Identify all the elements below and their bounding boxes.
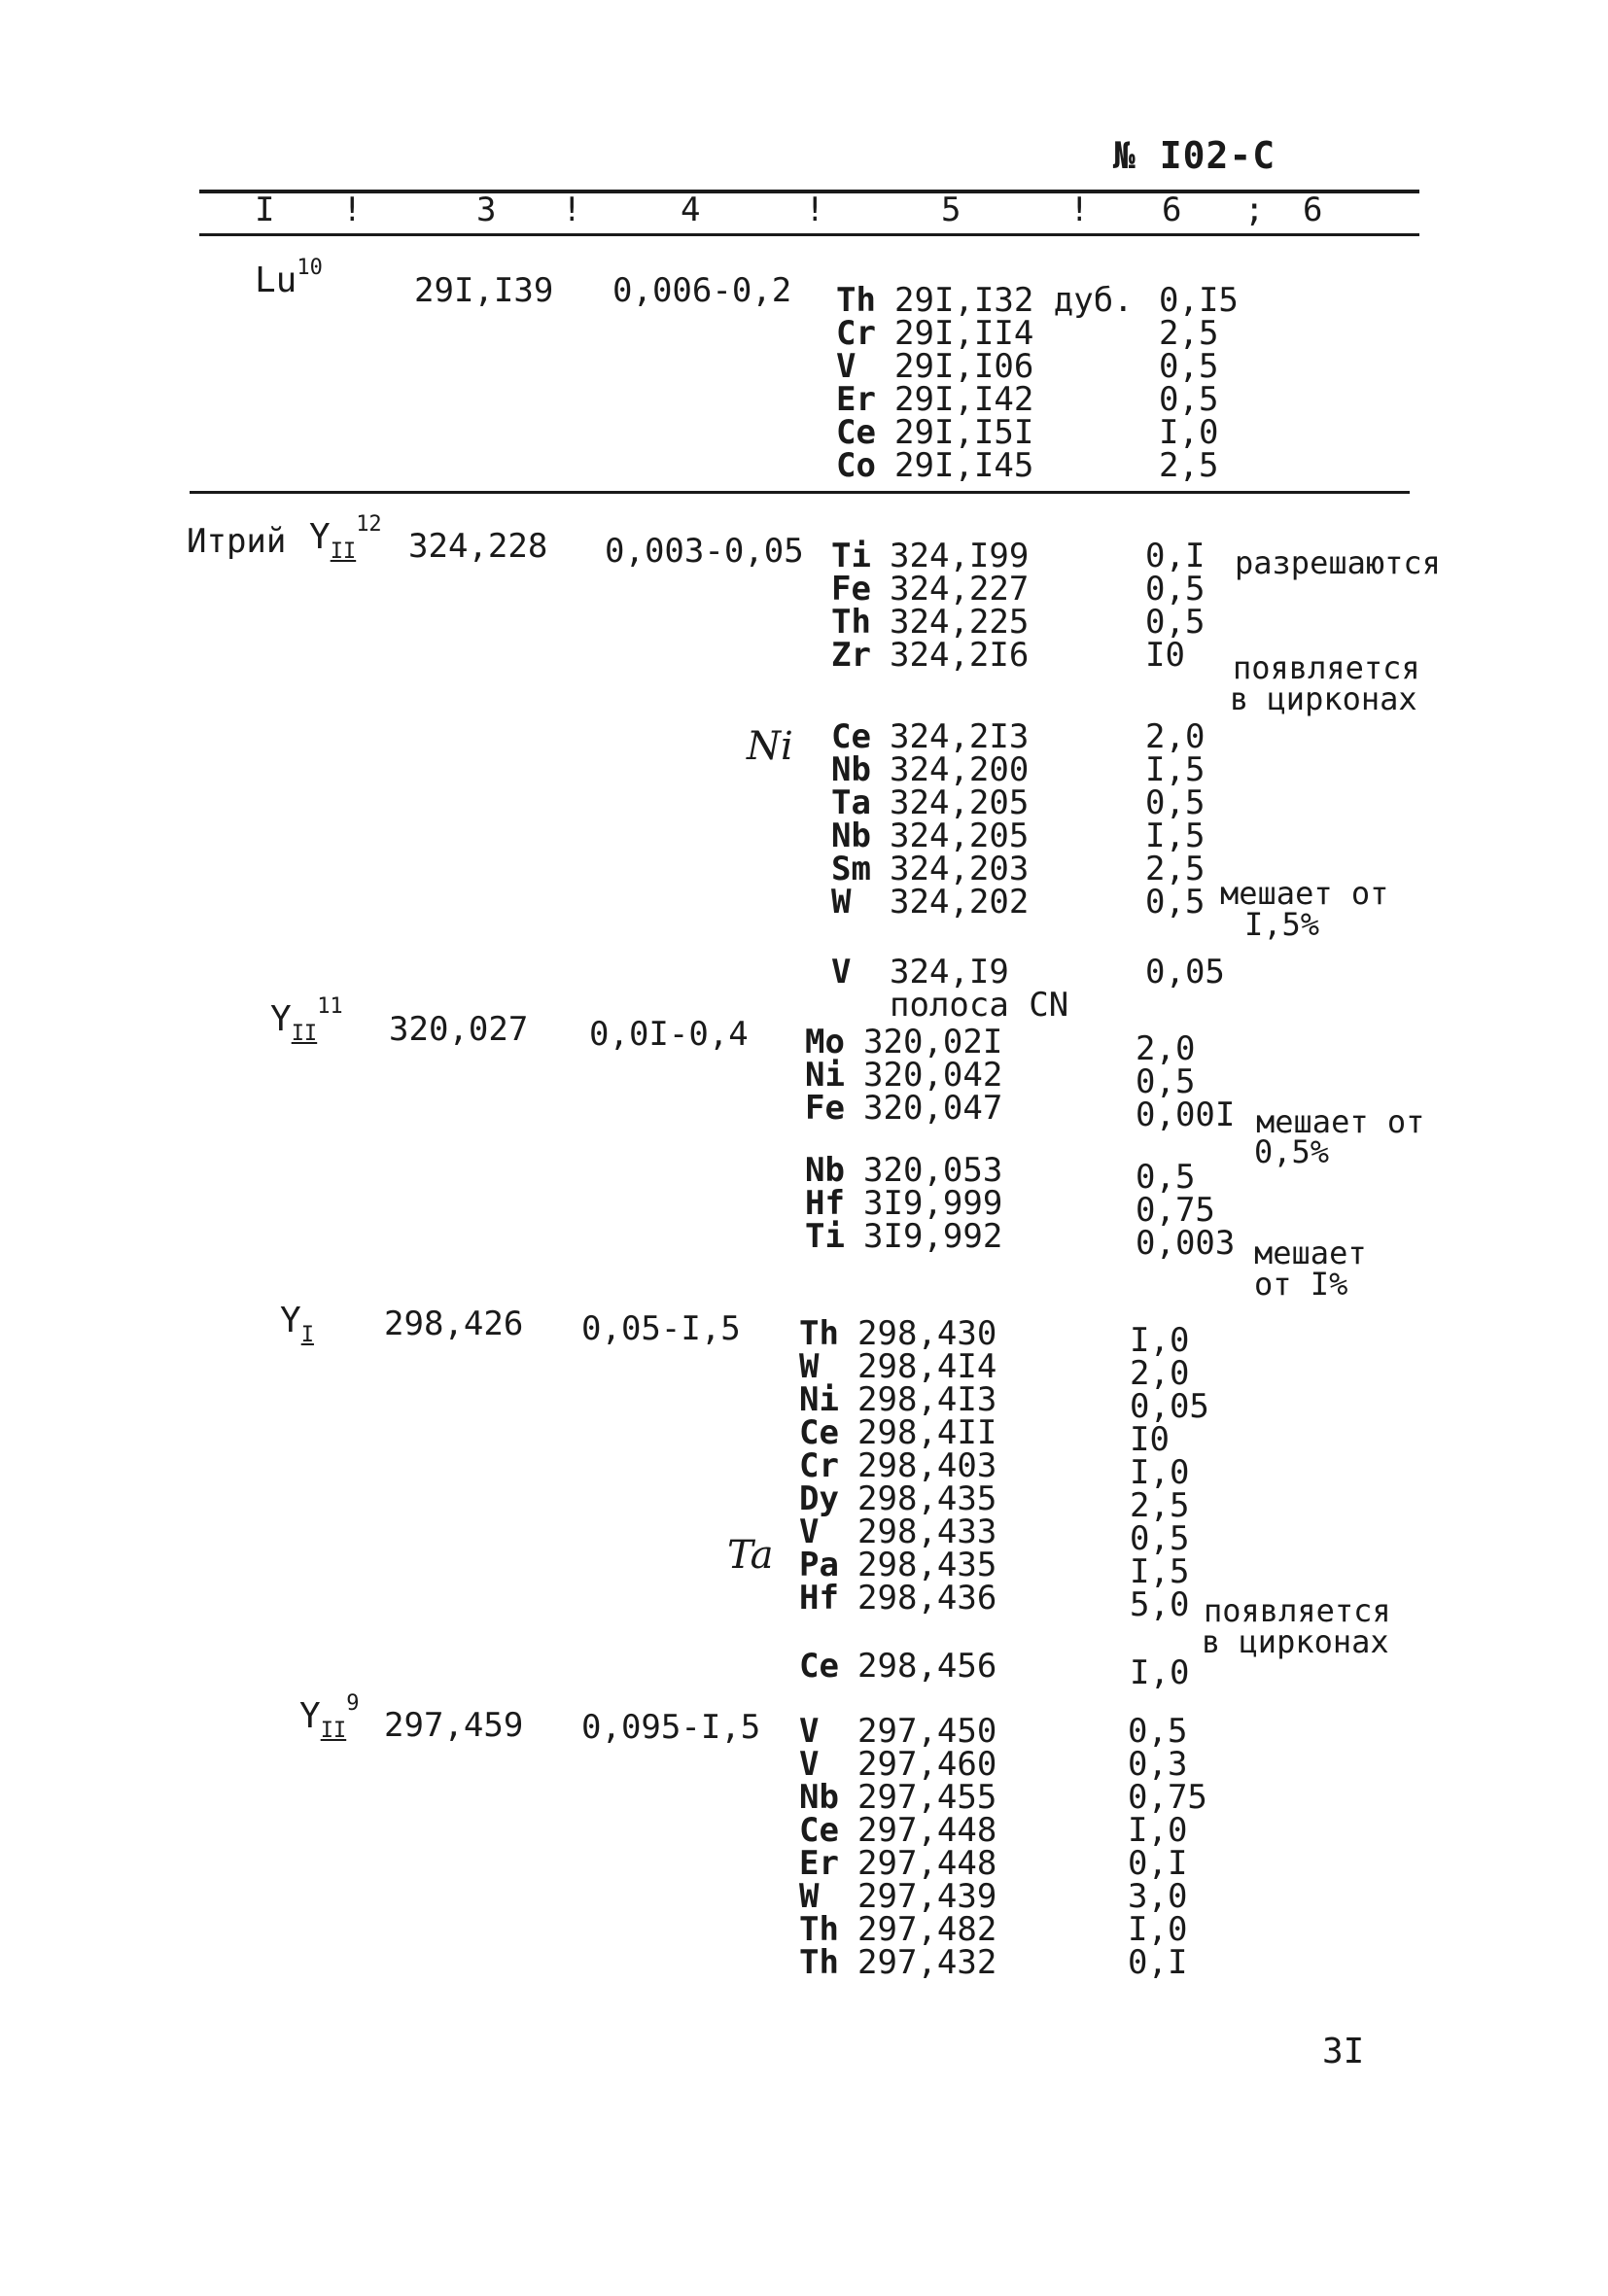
entry-element: Lu$^{10}$	[255, 256, 323, 300]
entry-element: $Y_{II}^9$	[299, 1691, 360, 1743]
list-item: Pa 298,435	[799, 1546, 997, 1584]
entry-wavelength: 298,426	[384, 1305, 524, 1343]
list-item: Nb 297,455	[799, 1778, 997, 1817]
page-number: 3I	[1322, 2032, 1365, 2071]
entry-element: $Y_{II}^{12}$	[309, 512, 382, 564]
list-item: Th 297,482	[799, 1910, 997, 1949]
entry-wavelength: 320,027	[389, 1010, 529, 1049]
intensity: 0,5	[1136, 1062, 1196, 1101]
list-item: W 298,4I4	[799, 1347, 997, 1386]
list-item: Cr 29I,II4	[836, 314, 1034, 353]
intensity: I,0	[1130, 1453, 1190, 1492]
entry-wavelength: 324,228	[408, 527, 548, 566]
note: появляется	[1204, 1592, 1391, 1629]
list-item: Ce 298,456	[799, 1647, 997, 1686]
note: I,5%	[1244, 906, 1320, 943]
list-item: Fe 324,227	[831, 570, 1030, 609]
note: от I%	[1254, 1266, 1348, 1303]
intensity: 0,5	[1145, 603, 1206, 642]
col-header-1: I	[255, 191, 275, 229]
intensity: I0	[1130, 1420, 1170, 1459]
note: разрешаются	[1235, 544, 1441, 581]
list-item: Ce 29I,I5I	[836, 413, 1034, 452]
intensity: 0,I	[1145, 537, 1206, 575]
intensity: 0,5	[1145, 570, 1206, 609]
list-item: Nb 324,200	[831, 750, 1030, 789]
interfering-lines	[799, 1314, 997, 1686]
col-header-6b: 6	[1303, 191, 1323, 229]
intensity-values	[1136, 1029, 1236, 1263]
list-item: Ce 298,4II	[799, 1413, 997, 1452]
list-item: V 297,460	[799, 1745, 997, 1784]
entry-range: 0,05-I,5	[581, 1309, 741, 1348]
interfering-lines	[799, 1712, 997, 1982]
list-item: Ni 320,042	[805, 1056, 1003, 1095]
handwritten-annotation: Ta	[727, 1533, 774, 1578]
intensity: I,0	[1130, 1653, 1190, 1692]
list-item: Mo 320,02I	[805, 1023, 1003, 1061]
entry-element: $Y_I$	[280, 1301, 314, 1347]
interfering-lines	[805, 1023, 1003, 1256]
intensity: 0,05	[1130, 1387, 1209, 1426]
entry-range: 0,003-0,05	[605, 532, 804, 571]
note: в цирконах	[1230, 680, 1417, 717]
list-item: Th 29I,I32 дуб.	[836, 281, 1134, 320]
list-item: Er 297,448	[799, 1844, 997, 1883]
list-item: Th 324,225	[831, 603, 1030, 642]
document-number: № I02-C	[1113, 134, 1276, 177]
list-item: Nb 324,205	[831, 817, 1030, 855]
col-sep: !	[805, 191, 825, 229]
intensity: 0,I	[1128, 1943, 1188, 1982]
intensity: 0,75	[1128, 1778, 1207, 1817]
intensity: 2,0	[1130, 1354, 1190, 1393]
intensity: 2,5	[1130, 1486, 1190, 1525]
entry-range: 0,0I-0,4	[589, 1015, 749, 1054]
list-item: Ti 3I9,992	[805, 1217, 1003, 1256]
intensity: I0	[1145, 636, 1185, 675]
list-item: Ce 297,448	[799, 1811, 997, 1850]
col-header-4: 4	[681, 191, 701, 229]
intensity: 0,5	[1145, 883, 1206, 922]
col-sep: !	[1069, 191, 1090, 229]
intensity: 0,5	[1159, 347, 1219, 386]
col-sep: !	[562, 191, 582, 229]
intensity: 0,5	[1159, 380, 1219, 419]
intensity: I,0	[1130, 1321, 1190, 1360]
note: мешает	[1254, 1235, 1367, 1271]
intensity: 0,I	[1128, 1844, 1188, 1883]
list-item: Nb 320,053	[805, 1151, 1003, 1190]
list-item: Ti 324,I99	[831, 537, 1030, 575]
list-item: V 29I,I06	[836, 347, 1034, 386]
intensity-values	[1128, 1712, 1207, 1982]
intensity: 3,0	[1128, 1877, 1188, 1916]
intensity: I,0	[1159, 413, 1219, 452]
list-item: Th 297,432	[799, 1943, 997, 1982]
col-header-3: 3	[476, 191, 497, 229]
intensity: 0,5	[1128, 1712, 1188, 1751]
intensity: 5,0	[1130, 1585, 1190, 1624]
entry-element: $Y_{II}^{11}$	[270, 994, 343, 1046]
col-header-5: 5	[941, 191, 961, 229]
note: мешает от	[1256, 1103, 1425, 1140]
intensity: 0,5	[1145, 783, 1206, 822]
list-item: Ta 324,205	[831, 783, 1030, 822]
intensity: 2,5	[1145, 850, 1206, 888]
intensity: I,5	[1130, 1552, 1190, 1591]
intensity: I,0	[1128, 1811, 1188, 1850]
note: появляется	[1233, 649, 1420, 686]
intensity: 0,3	[1128, 1745, 1188, 1784]
intensity: 0,5	[1136, 1158, 1196, 1197]
list-item: полоса CN	[890, 986, 1069, 1025]
intensity: 2,5	[1159, 314, 1219, 353]
entry-wavelength: 297,459	[384, 1706, 524, 1745]
col-sep: ;	[1244, 191, 1265, 229]
element-name: Итрий	[187, 522, 287, 561]
list-item: Cr 298,403	[799, 1446, 997, 1485]
note: мешает от	[1220, 875, 1389, 912]
intensity: 0,003	[1136, 1224, 1236, 1263]
list-item: V 298,433	[799, 1513, 997, 1551]
intensity: 2,0	[1136, 1029, 1196, 1068]
list-item: Ce 324,2I3	[831, 717, 1030, 756]
list-item: W 324,202	[831, 883, 1030, 922]
list-item: Co 29I,I45	[836, 446, 1034, 485]
intensity: 0,75	[1136, 1191, 1215, 1230]
intensity: I,5	[1145, 750, 1206, 789]
list-item: W 297,439	[799, 1877, 997, 1916]
list-item: Hf 298,436	[799, 1579, 997, 1618]
intensity: 0,05	[1145, 953, 1225, 991]
intensity-values	[1130, 1321, 1209, 1692]
intensity: I,0	[1128, 1910, 1188, 1949]
handwritten-annotation: Ni	[747, 724, 793, 769]
list-item: Ni 298,4I3	[799, 1380, 997, 1419]
list-item: Zr 324,2I6	[831, 636, 1030, 675]
note: 0,5%	[1254, 1133, 1330, 1170]
interfering-lines	[831, 537, 1069, 1025]
entry-range: 0,095-I,5	[581, 1708, 761, 1747]
intensity: 0,I5	[1159, 281, 1239, 320]
col-sep: !	[342, 191, 363, 229]
list-item: Fe 320,047	[805, 1089, 1003, 1128]
list-item: V 324,I9	[831, 953, 1009, 991]
entry-wavelength: 29I,I39	[414, 271, 554, 310]
intensity: 2,5	[1159, 446, 1219, 485]
list-item: Th 298,430	[799, 1314, 997, 1353]
list-item: V 297,450	[799, 1712, 997, 1751]
intensity-values	[1145, 539, 1225, 989]
intensity: I,5	[1145, 817, 1206, 855]
list-item: Sm 324,203	[831, 850, 1030, 888]
col-header-6: 6	[1162, 191, 1182, 229]
section-rule	[190, 491, 1410, 494]
list-item: Er 29I,I42	[836, 380, 1034, 419]
note: в цирконах	[1202, 1623, 1389, 1660]
intensity: 0,00I	[1136, 1096, 1236, 1134]
entry-range: 0,006-0,2	[612, 271, 792, 310]
list-item: Hf 3I9,999	[805, 1184, 1003, 1223]
list-item: Dy 298,435	[799, 1479, 997, 1518]
intensity-values	[1159, 281, 1239, 485]
intensity: 2,0	[1145, 717, 1206, 756]
header-rule	[199, 233, 1419, 236]
interfering-lines	[836, 281, 1134, 485]
intensity: 0,5	[1130, 1519, 1190, 1558]
